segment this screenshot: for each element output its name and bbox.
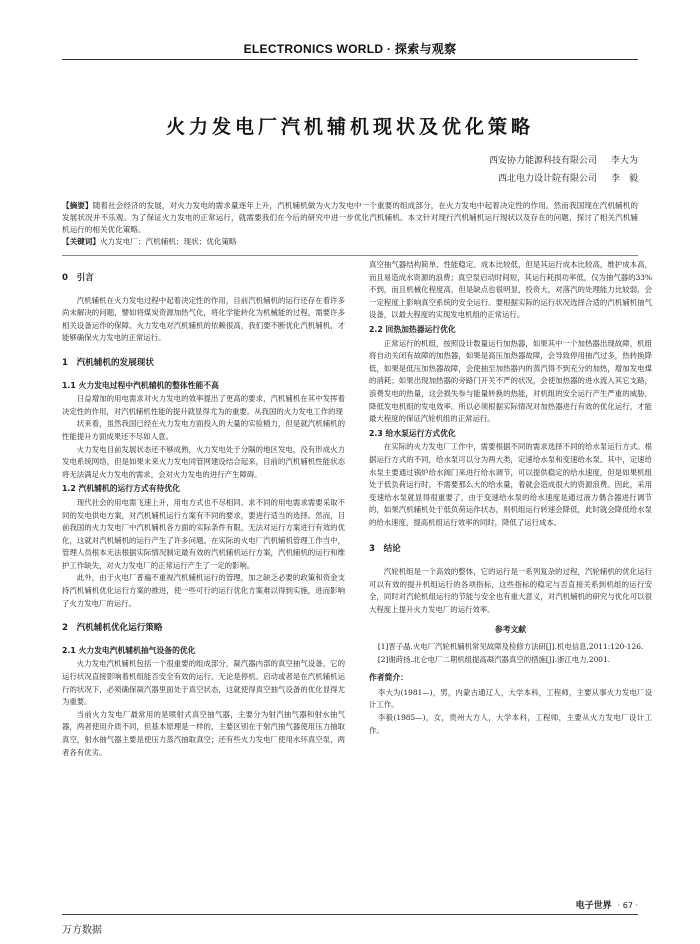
references-heading: 参考文献 xyxy=(494,625,527,635)
author-block xyxy=(489,152,638,188)
paragraph: 日益增加的用电需求对火力发电的效率提出了更高的要求，汽机辅机在其中发挥着决定性的作用，对汽机辅机性能的提升就显得尤为的重要。从我国的火力发电工作的现 xyxy=(62,394,345,416)
section-heading: 1 汽机辅机的发展现状 xyxy=(62,357,154,368)
subsection-heading: 1.1 火力发电过程中汽机辅机的整体性能不高 xyxy=(62,380,219,390)
reference-item: [1]晋子晶.火电厂汽轮机辅机常见故障及检修方法研[J].机电信息,2011:120-126. xyxy=(377,642,644,652)
subsection-heading: 2.1 火力发电汽机辅机抽气设备的优化 xyxy=(62,645,196,655)
section-heading: 3 结论 xyxy=(369,544,401,555)
journal-header: ELECTRONICS WORLD · 探索与观察 xyxy=(243,42,457,56)
paragraph: 火力发电目前发展状态还不够成熟，火力发电处于分隔的地区发电，没有形成火力发电系统网络，但是如果未来火力发电同管网建设结合起来，目前的汽机辅机性能状态将无法满足火力发电的需求，会对火力发电的进行产生障碍。 xyxy=(62,444,345,479)
author-bio: 李大为(1981—)，男，内蒙古通辽人，大学本科，工程师，主要从事火力发电厂设计工作。 xyxy=(369,687,652,710)
header-rule xyxy=(62,59,638,60)
paragraph: 现代社会的用电需飞速上升，用电方式也不尽相同。求不同的用电需求需要采取不同的发电供电方案，对汽机辅机运行方案有不同的要求，要进行适当的选择。然而，目前我国的火力发电厂中汽机辅机各方面的实际条件有限，无法对运行方案进行有效的优化，这就对汽机辅机的运行产生了许多问题。在实际的火电厂汽机辅机管理工作当中，管理人员根本无法根据实际情况制定最有效的汽机辅机运行方案，汽机辅机的运行和维护工作缺失，对火力发电厂的正常运行产生了一定的影响。 xyxy=(62,497,345,570)
paragraph: 真空抽气器结构简单、性能稳定、成本比较低，但是其运行成本比较高，维护成本高，而且易造成水资源的浪费；真空泵启动时间短，其运行耗损功率低，仅为抽气器的33%不到，而且机械化程度高，但是缺点也很明显，投资大，对落汽的处理能力比较弱，会一定程度上影响真空系统的安全运行。要根据实际的运行状况选择合适的汽机辅机抽气设备，以最大程度的实现发电机组的正常运行。 xyxy=(369,260,652,320)
paragraph: 汽机辅机在火力发电过程中起着决定性的作用，目前汽机辅机的运行还存在着许多尚未解决的问题，譬如将煤炭资源加热气化，将化学能转化为机械能的过程，需要许多相关设备运作的保障。火力发电对汽机辅机的依赖很高，我们要不断优化汽机辅机，才能够确保火力发电的正常运行。 xyxy=(62,295,345,343)
paragraph: 当前火力发电厂最常用的是喷射式真空抽气器，主要分为射汽抽气器和射水抽气器，两者使用介质不同，但基本原理是一样的，主要区别在于射汽抽气器使用压力抽取真空，射水抽气器主要是使压力蒸汽抽取真空；还有些火力发电厂使用水环真空泵，两者各有优劣。 xyxy=(62,709,345,757)
author-line-2 xyxy=(489,170,638,188)
paragraph: 汽轮机组是一个高效的整体，它的运行是一系列复杂的过程，汽轮辅机的优化运行可以有效的提升机组运行的各项指标，这些指标的稳定与否直接关系到机组的运行安全，同时对汽轮机组运行的节能与安全也有重大意义，对汽机辅机的研究与优化可以很大程度上提升火力发电厂的运行效率。 xyxy=(369,567,652,614)
footer-rule xyxy=(62,914,638,915)
paragraph: 火力发电汽机辅机包括一个很重要的组成部分，凝汽器内部的真空抽气设备，它的运行状况直接影响着机组能否安全有效的运行。无论是停机、启动或者是在汽机辅机运行的状况下，必须确保凝汽器里面处于真空状态，这就使得真空抽气设备的优化显得尤为重要。 xyxy=(62,659,345,707)
section-heading: 0 引言 xyxy=(62,273,94,283)
author-bio: 李毅(1985—)，女，贵州大方人，大学本科，工程师，主要从火力发电厂设计工作。 xyxy=(369,713,652,735)
abstract-label: 【摘要】 xyxy=(62,201,93,210)
right-column xyxy=(369,259,652,737)
paragraph: 在实际的火力发电厂工作中，需要根据不同的需求选择不同的给水泵运行方式。根据运行方式的不同，给水泵可以分为两大类，定速给水泵和变速给水泵。其中，定速给水泵主要通过锅炉给水阀门来进行给水调节，可以提供稳定的给水速度，但是如果机组处于低负荷运行时，不需要那么大的给水量，着就会造成很大的资源浪费。因此，采用变速给水泵就显得很重要了，由于变速给水泵的给水速度是通过液力偶合器进行调节的，如果汽机辅机处于低负荷运作状态，则机组运行转速会降低，此时就会降低给水泵的给水速度，提高机组运行效率的同时，降低了运行成本。 xyxy=(369,442,652,527)
paragraph: 正常运行的机组，按照设计数量运行加热器，如果其中一个加热器出现故障，机组将自动关闭有故障的加热器，如果是高压加热器故障，会导致停用抽汽过多，热转换降低，如果是低压加热器故障，会使抽至加热器内的蒸汽得不到充分的加热，增加发电煤的消耗；如果出现加热器的旁路门开关不严的状况，会使加热器的进水流入其它支路，浪费发电的热量，这会损失参与能量转换的热能，对机组的安全运行产生严重的威胁，降低发电机组的发电效率。所以必须根据实际情况对加热器进行有效的优化运行，才能最大程度的保证汽轮机组的正常运行。 xyxy=(369,338,652,424)
paragraph: 此外，由于火电厂普遍不重视汽机辅机运行的管理，加之缺乏必要的政策和资金支持汽机辅机优化运行方案的推进，使一些可行的运行优化方案难以得到实施，进而影响了火力发电厂的运行。 xyxy=(62,573,345,608)
left-column xyxy=(62,264,345,759)
page-number: · 67 · xyxy=(617,901,638,910)
author-bio-heading: 作者简介： xyxy=(369,673,408,683)
keywords-label: 【关键词】 xyxy=(62,237,100,246)
abstract-text: 随着社会经济的发展，对火力发电的需求量逐年上升，汽机辅机做为火力发电中一个重要的组成部分，在火力发电中起着决定性的作用。然而我国现在汽机辅机的发展状况并不乐观。为了保证火力发电的正常运行，就需要我们在今后的研究中进一步优化汽机辅机。本文针对现行汽机辅机运行现状以及存在的问题，探讨了相关汽机辅机运行的相关优化策略。 xyxy=(62,201,639,234)
article-title: 火力发电厂汽机辅机现状及优化策略 xyxy=(165,116,534,138)
author-line-1 xyxy=(489,152,638,170)
keywords-text: 火力发电厂；汽机辅机；现状；优化策略 xyxy=(99,237,237,246)
reference-item: [2]谢莳扬.北仑电厂二期机组提高凝汽器真空的措施[J].浙江电力,2001. xyxy=(377,654,611,664)
abstract-divider xyxy=(62,255,638,256)
paragraph: 状来看，虽然我国已经在火力发电方面投入的大量的实验精力，但是就汽机辅机的性能提升方面成果还不尽如人意。 xyxy=(62,419,345,441)
author-name: 李大为 xyxy=(610,156,638,166)
abstract xyxy=(62,200,638,248)
journal-brand: 电子世界 xyxy=(575,901,612,911)
author-affiliation: 西安协力能源科技有限公司 xyxy=(488,156,597,166)
subsection-heading: 2.3 给水泵运行方式优化 xyxy=(369,428,456,438)
source-watermark: 万方数据 xyxy=(62,925,102,936)
author-affiliation: 西北电力设计院有限公司 xyxy=(497,174,597,184)
page-footer xyxy=(576,898,638,911)
subsection-heading: 2.2 回热加热器运行优化 xyxy=(369,324,456,334)
section-heading: 2 汽机辅机优化运行策略 xyxy=(62,623,163,634)
author-name: 李 毅 xyxy=(610,174,638,184)
subsection-heading: 1.2 汽机辅机的运行方式有待优化 xyxy=(62,484,180,494)
